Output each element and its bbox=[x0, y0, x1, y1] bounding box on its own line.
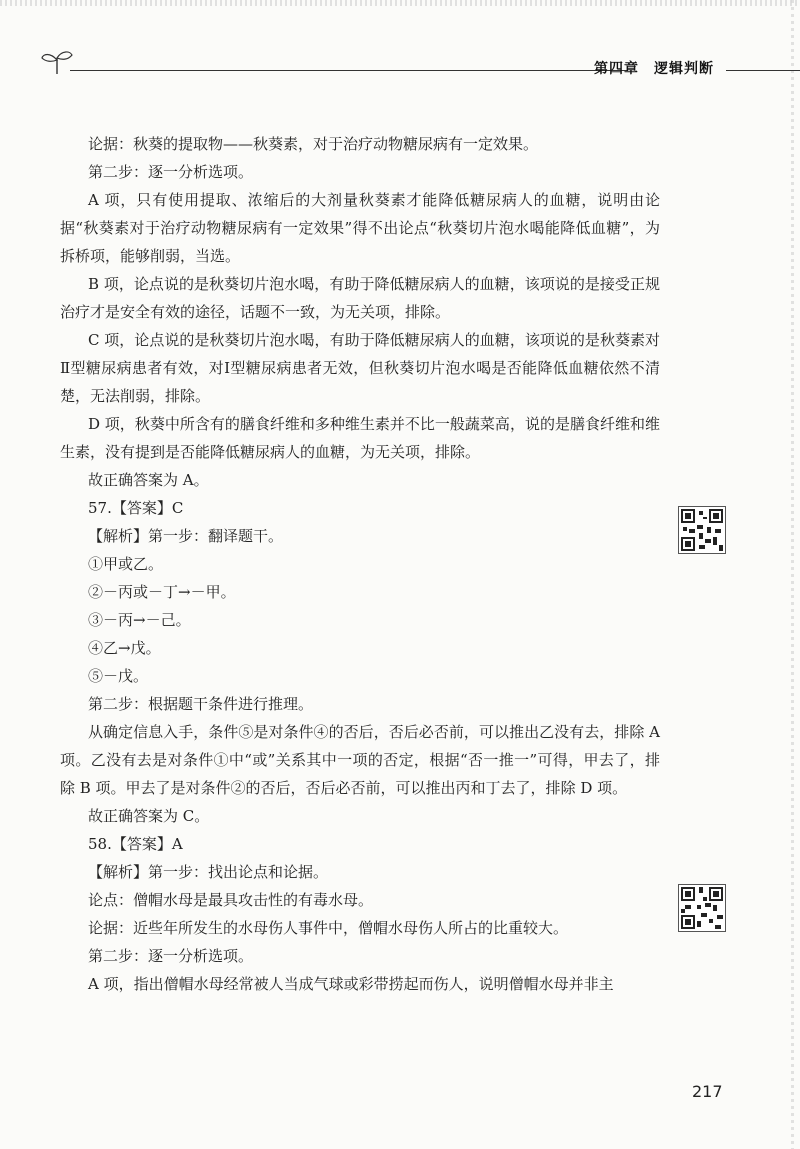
paragraph: 论据：秋葵的提取物——秋葵素，对于治疗动物糖尿病有一定效果。 bbox=[88, 135, 539, 153]
paragraph: A 项，只有使用提取、浓缩后的大剂量秋葵素才能降低糖尿病人的血糖，说明由论据“秋葵素对于治疗动物糖尿病有一定效果”得不出论点“秋葵切片泡水喝能降低血糖”，为拆桥项，能够削弱，当选。 bbox=[60, 191, 660, 265]
condition-item: ⑤－戊。 bbox=[88, 667, 149, 685]
body-text bbox=[60, 130, 660, 998]
paragraph: 论点：僧帽水母是最具攻击性的有毒水母。 bbox=[88, 891, 374, 909]
paragraph: 从确定信息入手，条件⑤是对条件④的否后，否后必否前，可以推出乙没有去，排除 A 项。乙没有去是对条件①中“或”关系其中一项的否定，根据“否一推一”可得，甲去了，排除 B 项。甲去了是对条件②的否后，否后必否前，可以推出丙和丁去了，排除 D 项。 bbox=[60, 723, 660, 797]
sprout-icon bbox=[40, 48, 74, 76]
scan-artifact-top bbox=[0, 0, 800, 6]
paragraph: 第二步：逐一分析选项。 bbox=[88, 163, 254, 181]
condition-item: ①甲或乙。 bbox=[88, 555, 164, 573]
paragraph: D 项，秋葵中所含有的膳食纤维和多种维生素并不比一般蔬菜高，说的是膳食纤维和维生素，没有提到是否能降低糖尿病人的血糖，为无关项，排除。 bbox=[60, 415, 660, 461]
paragraph: 故正确答案为 A。 bbox=[88, 471, 209, 489]
paragraph: 第二步：根据题干条件进行推理。 bbox=[88, 695, 314, 713]
condition-item: ④乙→戊。 bbox=[88, 639, 161, 657]
page-number: 217 bbox=[692, 1082, 723, 1101]
scan-artifact-right bbox=[791, 0, 794, 1149]
page-header bbox=[40, 48, 800, 78]
analysis-heading: 【解析】第一步：找出论点和论据。 bbox=[88, 863, 329, 881]
chapter-title: 第四章 逻辑判断 bbox=[594, 61, 714, 77]
header-rule-right bbox=[726, 70, 800, 71]
paragraph: C 项，论点说的是秋葵切片泡水喝，有助于降低糖尿病人的血糖，该项说的是秋葵素对Ⅱ型糖尿病患者有效，对Ⅰ型糖尿病患者无效，但秋葵切片泡水喝是否能降低血糖依然不清楚，无法削弱，排除。 bbox=[60, 331, 660, 405]
paragraph: 故正确答案为 C。 bbox=[88, 807, 210, 825]
qr-code-icon[interactable] bbox=[678, 506, 726, 554]
condition-item: ②－丙或－丁→－甲。 bbox=[88, 583, 236, 601]
paragraph: 论据：近些年所发生的水母伤人事件中，僧帽水母伤人所占的比重较大。 bbox=[88, 919, 569, 937]
qr-code-icon[interactable] bbox=[678, 884, 726, 932]
paragraph: 第二步：逐一分析选项。 bbox=[88, 947, 254, 965]
analysis-heading: 【解析】第一步：翻译题干。 bbox=[88, 527, 284, 545]
answer-heading: 58.【答案】A bbox=[88, 835, 183, 853]
paragraph: B 项，论点说的是秋葵切片泡水喝，有助于降低糖尿病人的血糖，该项说的是接受正规治疗才是安全有效的途径，话题不一致，为无关项，排除。 bbox=[60, 275, 660, 321]
condition-item: ③－丙→－己。 bbox=[88, 611, 191, 629]
answer-heading: 57.【答案】C bbox=[88, 499, 184, 517]
header-rule-left bbox=[70, 70, 628, 71]
paragraph: A 项，指出僧帽水母经常被人当成气球或彩带捞起而伤人，说明僧帽水母并非主 bbox=[88, 975, 614, 993]
